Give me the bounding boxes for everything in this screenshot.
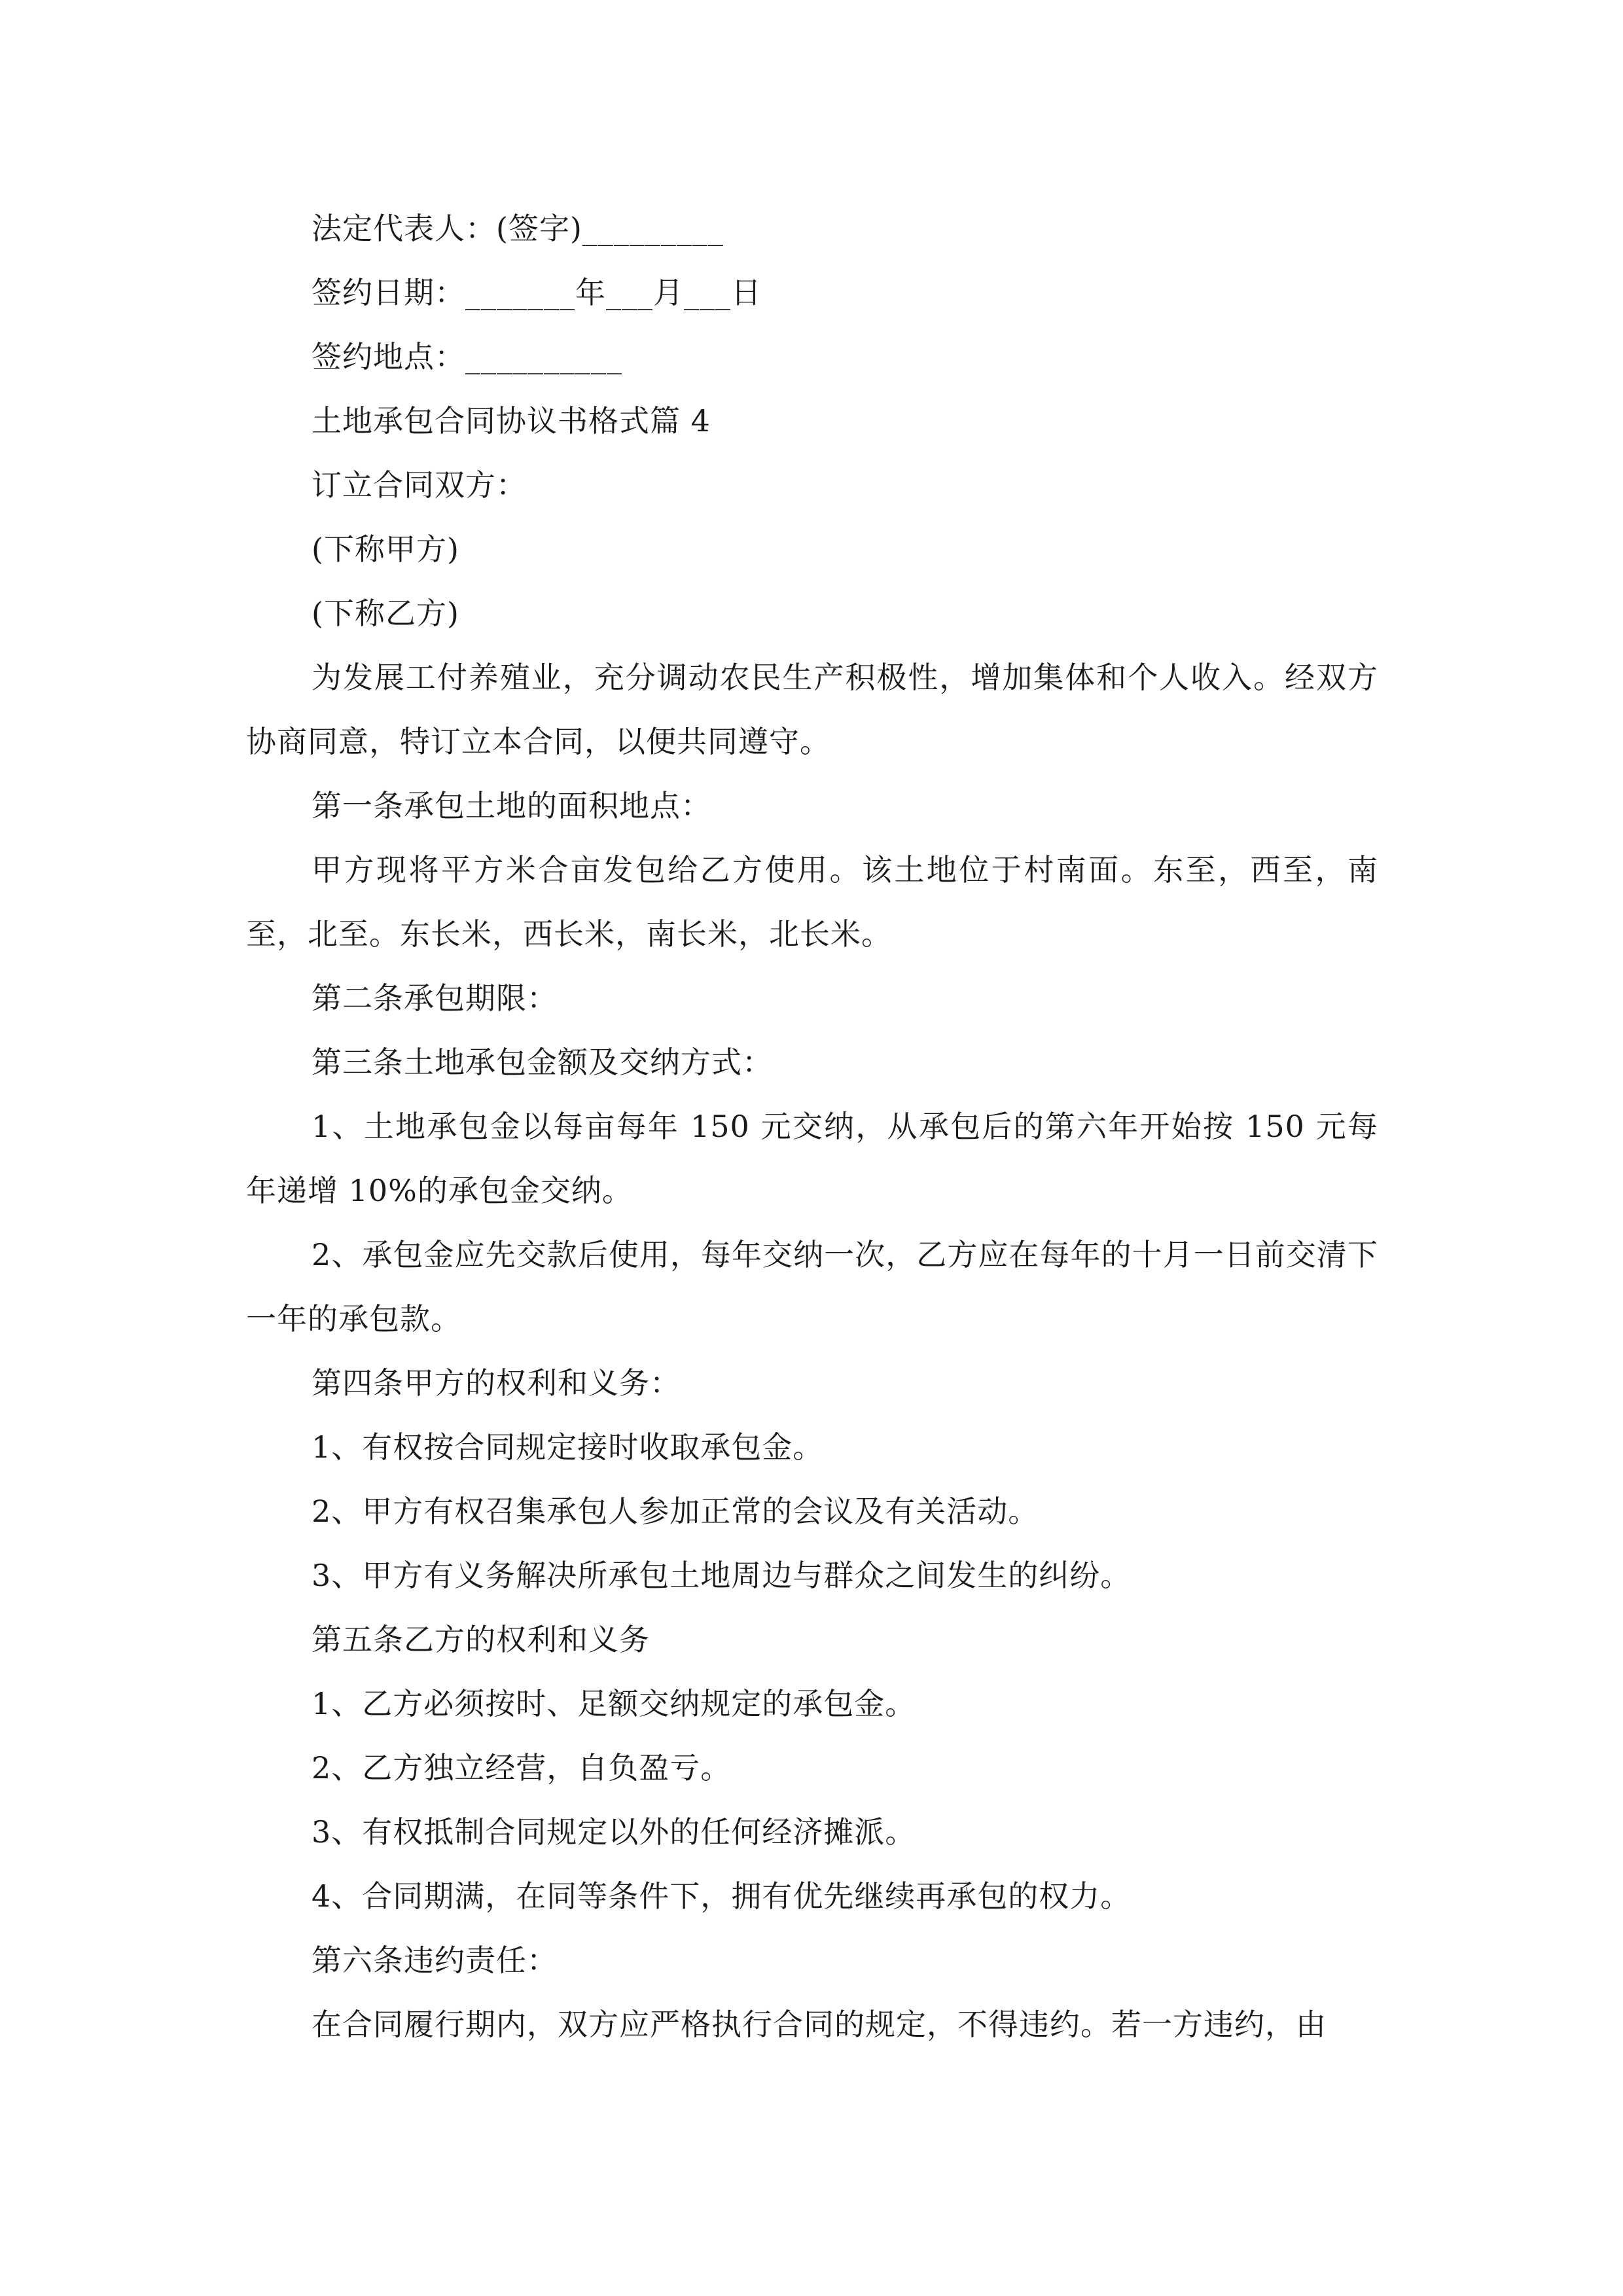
article-5-item-2: 2、乙方独立经营，自负盈亏。 bbox=[312, 1750, 732, 1785]
article-4-item-1: 1、有权按合同规定接时收取承包金。 bbox=[312, 1429, 824, 1465]
party-b-line: (下称乙方) bbox=[312, 596, 459, 631]
preamble-paragraph: 为发展工付养殖业，充分调动农民生产积极性，增加集体和个人收入。经双方协商同意，特订立本合同，以便共同遵守。 bbox=[246, 660, 1378, 759]
article-3-item-2: 2、承包金应先交款后使用，每年交纳一次，乙方应在每年的十月一日前交清下一年的承包款。 bbox=[246, 1237, 1378, 1336]
article-4-heading: 第四条甲方的权利和义务： bbox=[312, 1365, 681, 1401]
article-3-heading: 第三条土地承包金额及交纳方式： bbox=[312, 1045, 773, 1080]
legal-representative-line: 法定代表人：(签字)_________ bbox=[312, 211, 724, 246]
article-5-item-3: 3、有权抵制合同规定以外的任何经济摊派。 bbox=[312, 1814, 916, 1850]
article-5-heading: 第五条乙方的权利和义务 bbox=[312, 1622, 650, 1657]
article-4-item-2: 2、甲方有权召集承包人参加正常的会议及有关活动。 bbox=[312, 1494, 1039, 1529]
party-a-line: (下称甲方) bbox=[312, 531, 459, 567]
article-6-heading: 第六条违约责任： bbox=[312, 1943, 558, 1978]
article-2-heading: 第二条承包期限： bbox=[312, 980, 558, 1016]
article-5-item-1: 1、乙方必须按时、足额交纳规定的承包金。 bbox=[312, 1686, 916, 1721]
article-3-item-1: 1、土地承包金以每亩每年 150 元交纳，从承包后的第六年开始按 150 元每年递增 10%的承包金交纳。 bbox=[246, 1109, 1378, 1208]
article-5-item-4: 4、合同期满，在同等条件下，拥有优先继续再承包的权力。 bbox=[312, 1878, 1132, 1914]
article-1-heading: 第一条承包土地的面积地点： bbox=[312, 788, 711, 823]
article-1-paragraph: 甲方现将平方米合亩发包给乙方使用。该土地位于村南面。东至，西至，南至，北至。东长米，西长米，南长米，北长米。 bbox=[246, 852, 1378, 952]
document-body bbox=[246, 196, 1378, 2056]
signing-date-line: 签约日期：_______年___月___日 bbox=[312, 275, 762, 310]
contracting-parties-heading: 订立合同双方： bbox=[312, 467, 527, 503]
section-title: 土地承包合同协议书格式篇 4 bbox=[312, 403, 711, 439]
article-6-paragraph: 在合同履行期内，双方应严格执行合同的规定，不得违约。若一方违约，由 bbox=[312, 2007, 1327, 2042]
article-4-item-3: 3、甲方有义务解决所承包土地周边与群众之间发生的纠纷。 bbox=[312, 1558, 1132, 1593]
signing-place-line: 签约地点：__________ bbox=[312, 339, 622, 374]
